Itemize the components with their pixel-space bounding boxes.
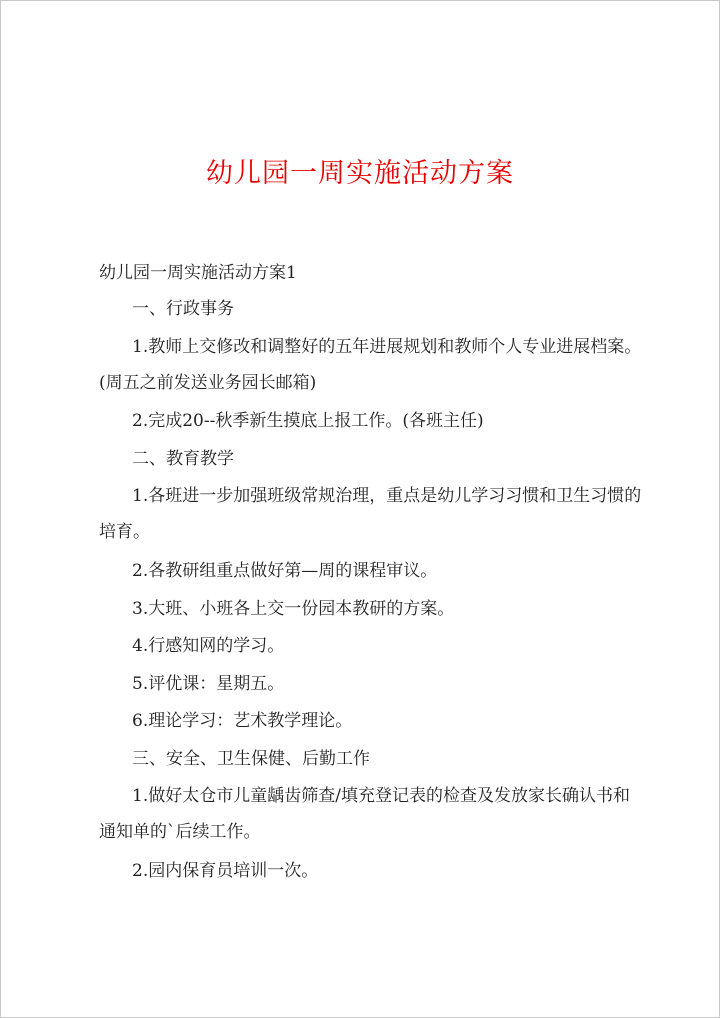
heading-admin: 一、行政事务 xyxy=(132,299,234,319)
paragraph-line: 1.教师上交修改和调整好的五年进展规划和教师个人专业进展档案。 xyxy=(132,337,642,357)
heading-teaching: 二、教育教学 xyxy=(132,449,234,469)
paragraph-line: 3.大班、小班各上交一份园本教研的方案。 xyxy=(132,599,455,619)
paragraph-line: (周五之前发送业务园长邮箱) xyxy=(99,373,317,393)
document-title: 幼儿园一周实施活动方案 xyxy=(206,158,514,189)
heading-safety: 三、安全、卫生保健、后勤工作 xyxy=(132,749,370,769)
paragraph-line: 培育。 xyxy=(99,522,150,542)
paragraph-line: 2.完成20--秋季新生摸底上报工作。(各班主任) xyxy=(132,411,484,431)
paragraph-line: 2.各教研组重点做好第—周的课程审议。 xyxy=(132,561,438,581)
paragraph-line: 4.行感知网的学习。 xyxy=(132,636,285,656)
section-heading: 幼儿园一周实施活动方案1 xyxy=(99,263,297,283)
paragraph-line: 通知单的`后续工作。 xyxy=(99,822,261,842)
paragraph-line: 2.园内保育员培训一次。 xyxy=(132,861,319,881)
paragraph-line: 1.做好太仓市儿童龋齿筛查/填充登记表的检查及发放家长确认书和 xyxy=(132,786,630,806)
paragraph-line: 5.评优课：星期五。 xyxy=(132,674,285,694)
paragraph-line: 1.各班进一步加强班级常规治理，重点是幼儿学习习惯和卫生习惯的 xyxy=(132,486,642,506)
paragraph-line: 6.理论学习：艺术教学理论。 xyxy=(132,711,353,731)
